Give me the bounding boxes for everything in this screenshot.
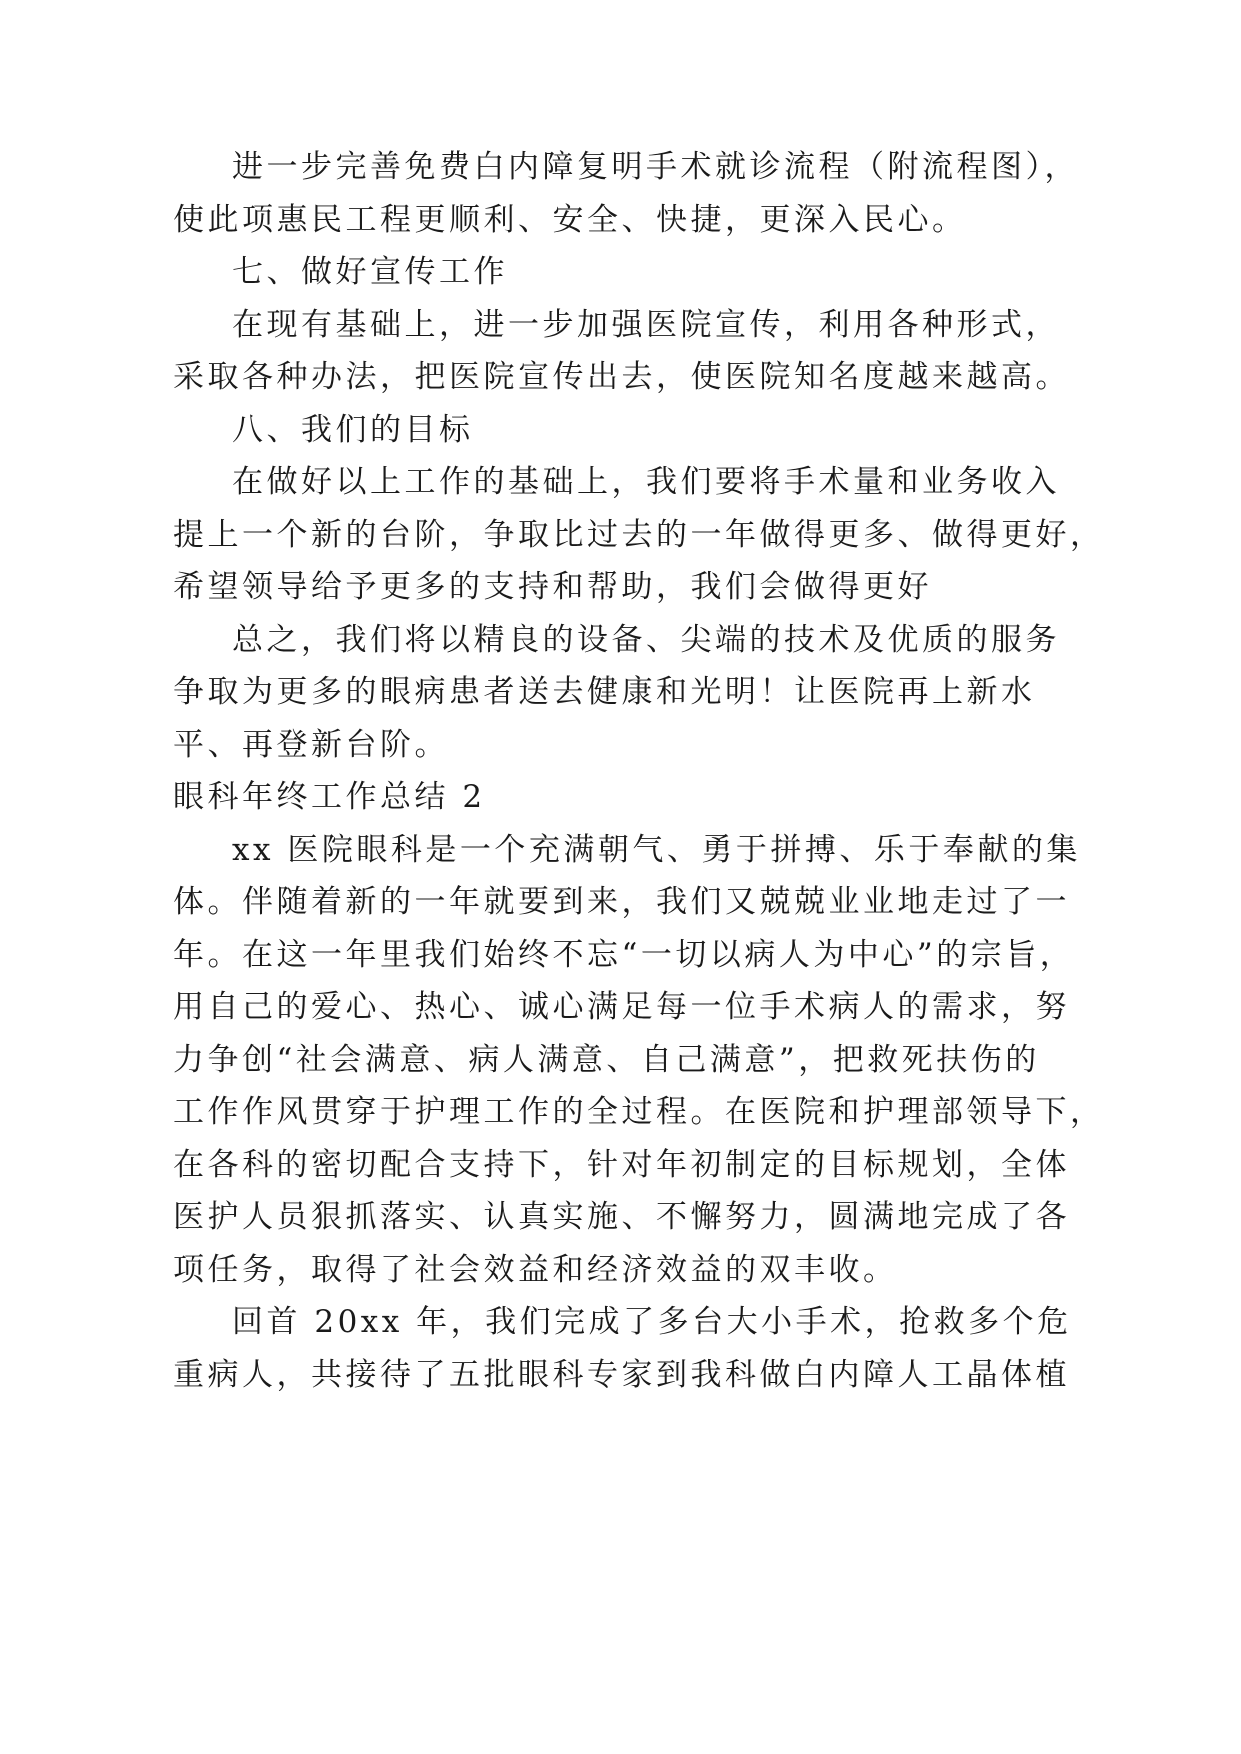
paragraph-line: 医护人员狠抓落实、认真实施、不懈努力，圆满地完成了各 xyxy=(173,1199,1070,1235)
paragraph-line: 力争创“社会满意、病人满意、自己满意”，把救死扶伤的 xyxy=(173,1042,1040,1078)
paragraph-line: 总之，我们将以精良的设备、尖端的技术及优质的服务 xyxy=(232,622,1060,658)
paragraph-line: 年。在这一年里我们始终不忘“一切以病人为中心”的宗旨， xyxy=(173,937,1075,973)
paragraph-line: 平、再登新台阶。 xyxy=(173,727,449,763)
paragraph-line: 提上一个新的台阶，争取比过去的一年做得更多、做得更好， xyxy=(173,517,1105,553)
paragraph-line: 使此项惠民工程更顺利、安全、快捷，更深入民心。 xyxy=(173,202,967,238)
paragraph-line: 项任务，取得了社会效益和经济效益的双丰收。 xyxy=(173,1252,898,1288)
paragraph-line: 在做好以上工作的基础上，我们要将手术量和业务收入 xyxy=(232,464,1060,500)
paragraph-line: 进一步完善免费白内障复明手术就诊流程（附流程图）， xyxy=(232,149,1079,185)
paragraph-line: 回首 20xx 年，我们完成了多台大小手术，抢救多个危 xyxy=(232,1304,1072,1340)
paragraph-line: 用自己的爱心、热心、诚心满足每一位手术病人的需求，努 xyxy=(173,989,1070,1025)
document-title: 眼科年终工作总结 2 xyxy=(173,779,486,815)
paragraph-line: 希望领导给予更多的支持和帮助，我们会做得更好 xyxy=(173,569,932,605)
paragraph-line: 在各科的密切配合支持下，针对年初制定的目标规划，全体 xyxy=(173,1147,1070,1183)
paragraph-line: 争取为更多的眼病患者送去健康和光明！让医院再上新水 xyxy=(173,674,1036,710)
section-heading: 八、我们的目标 xyxy=(232,412,474,448)
paragraph-line: 在现有基础上，进一步加强医院宣传，利用各种形式， xyxy=(232,307,1060,343)
paragraph-line: xx 医院眼科是一个充满朝气、勇于拼搏、乐于奉献的集 xyxy=(232,832,1081,868)
paragraph-line: 工作作风贯穿于护理工作的全过程。在医院和护理部领导下， xyxy=(173,1094,1105,1130)
section-heading: 七、做好宣传工作 xyxy=(232,254,508,290)
paragraph-line: 体。伴随着新的一年就要到来，我们又兢兢业业地走过了一 xyxy=(173,884,1070,920)
paragraph-line: 重病人，共接待了五批眼科专家到我科做白内障人工晶体植 xyxy=(173,1357,1070,1393)
paragraph-line: 采取各种办法，把医院宣传出去，使医院知名度越来越高。 xyxy=(173,359,1070,395)
